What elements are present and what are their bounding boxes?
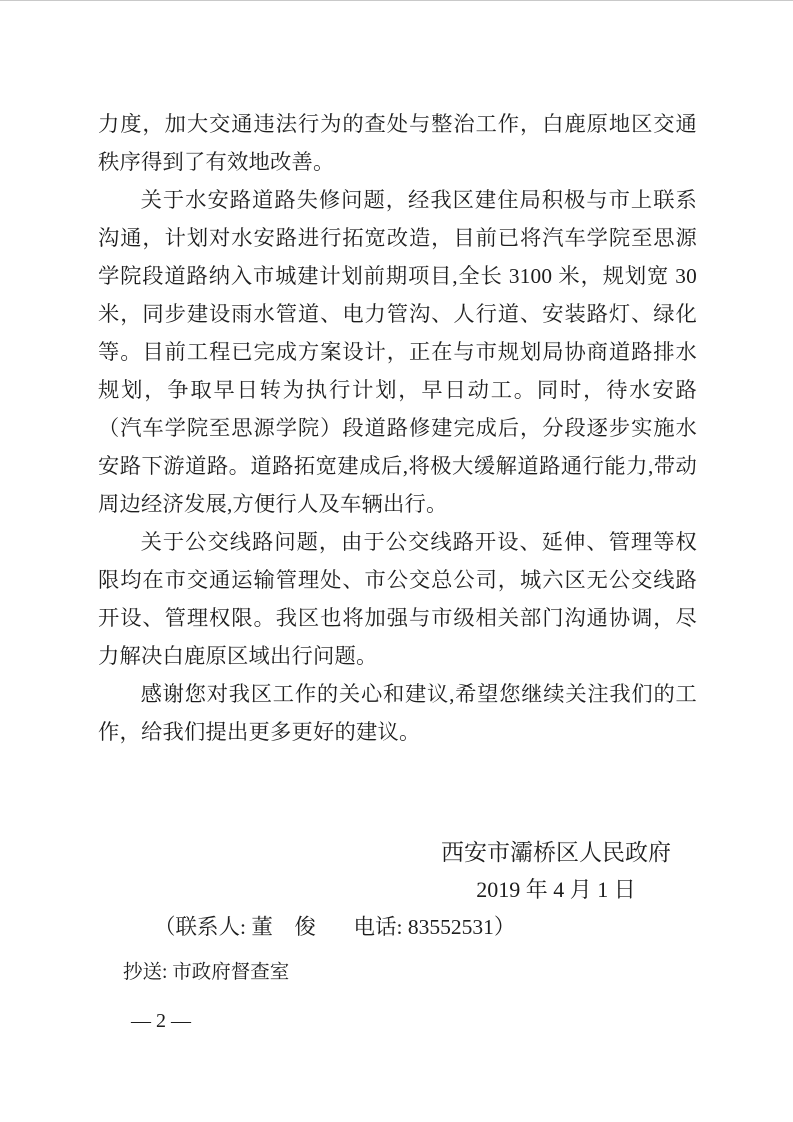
letter-body — [98, 105, 697, 751]
page-number: — 2 — — [131, 1010, 191, 1032]
contact-person-line: （联系人: 董 俊 电话: 83552531） — [154, 915, 516, 939]
cc-recipient-line: 抄送: 市政府督查室 — [123, 962, 290, 983]
paragraph-bus-lines: 关于公交线路问题，由于公交线路开设、延伸、管理等权限均在市交通运输管理处、市公交总公司，城六区无公交线路开设、管理权限。我区也将加强与市级相关部门沟通协调，尽力解决白鹿原区域出行问题。 — [98, 530, 697, 668]
paragraph-thanks: 感谢您对我区工作的关心和建议,希望您继续关注我们的工作，给我们提出更多更好的建议。 — [98, 682, 697, 744]
signature-date: 2019 年 4 月 1 日 — [476, 877, 636, 902]
signature-block — [441, 834, 671, 908]
signature-organization: 西安市灞桥区人民政府 — [441, 840, 671, 865]
paragraph-traffic-improvement: 力度，加大交通违法行为的查处与整治工作，白鹿原地区交通秩序得到了有效地改善。 — [98, 112, 697, 174]
paragraph-shuian-road: 关于水安路道路失修问题，经我区建住局积极与市上联系沟通，计划对水安路进行拓宽改造，目前已将汽车学院至思源学院段道路纳入市城建计划前期项目,全长 3100 米，规划宽 30 米，同步建设雨水管道、电力管沟、人行道、安装路灯、绿化等。目前工程已完成方案设计，正在与市规划局协商道路排水规划，争取早日转为执行计划，早日动工。同时，待水安路（汽车学院至思源学院）段道路修建完成后，分段逐步实施水安路下游道路。道路拓宽建成后,将极大缓解道路通行能力,带动周边经济发展,方便行人及车辆出行。 — [98, 188, 697, 516]
